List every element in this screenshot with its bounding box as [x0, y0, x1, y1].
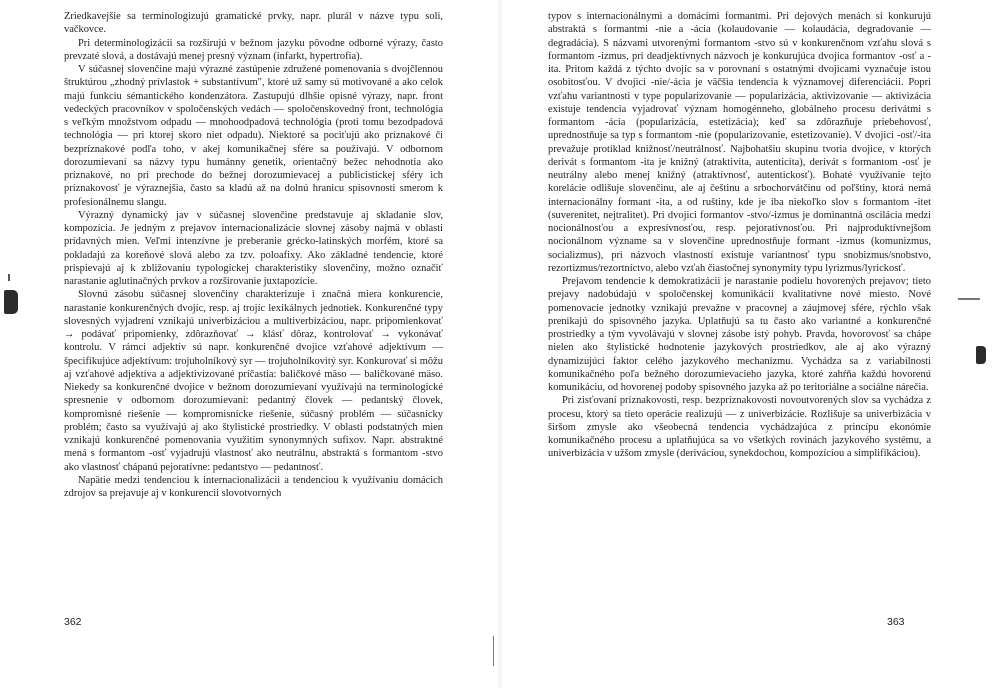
right-page [500, 0, 1000, 688]
left-paragraph-1: Zriedkavejšie sa terminologizujú gramatické prvky, napr. plurál v názve typu soli, vačkovce. [64, 11, 443, 36]
right-paragraph-2: Prejavom tendencie k demokratizácii je narastanie podielu hovorených prejavov; tieto prejavy nadobúdajú v spoločenskej komunikácii kvalitatívne nové miesto. Nové pomenovacie jednotky vznikajú prevažne v pracovnej a záujmovej sfére, rýchlo však prenikajú do spisovného jazyka. Uplatňujú sa tu často ako variantné a konkurenčné prostriedky a tým vyvolávajú v slovnej zásobe istý pohyb. Pravda, hovorovosť sa chápe nielen ako štylistické hodnotenie jazykových prostriedkov, ale aj ako výrazný dynamizujúci faktor celého jazykového mechanizmu. Vychádza sa z variabilnosti komunikačného poľa bežného dorozumievacieho jazyka, ktoré zahŕňa každú hovorenú komunikáciu, od hovorenej podoby spisovného jazyka až po teritoriálne a sociálne nárečia. [548, 276, 931, 393]
page-number-left: 362 [64, 616, 82, 628]
right-page-text [548, 10, 931, 461]
page-number-right: 363 [887, 616, 905, 628]
left-paragraph-4: Výrazný dynamický jav v súčasnej slovenčine predstavuje aj skladanie slov, kompozícia. Je jedným z prejavov internacionalizácie slovnej zásoby najmä v oblasti prídavných mien. Veľmi intenzívne je preberanie grécko-latinských morfém, ktoré sa pokladajú za koreňové slová alebo za tzv. poloafixy. Ako základné tendencie, ktoré prispievajú aj k zbližovaniu typologickej charakteristiky slovenčiny, možno označiť narastanie aglutinačných prvkov a rozširovanie juxtapozície. [64, 209, 443, 287]
left-paragraph-2: Pri determinologizácii sa rozširujú v bežnom jazyku pôvodne odborné výrazy, často prevzaté slová, a dostávajú menej presný význam (infarkt, hypertrofia). [64, 37, 443, 62]
right-paragraph-1: typov s internacionálnymi a domácimi formantmi. Pri dejových menách si konkurujú abstraktá s formantmi -nie a -ácia (kolaudovanie — kolaudácia, degradovanie — degradácia). S názvami utvorenými formantom -stvo sú v konkurenčnom vzťahu slová s formantom -izmus, pri deadjektívnych názvoch je konkurujúca dvojica formantov -osť a -ita. Pritom každá z týchto dvojíc sa v porovnaní s ostatnými dvojicami vyznačuje istou osobitosťou. V dvojici -nie/-ácia je väčšia tendencia k významovej diferenciácii. Popri vzťahu variantnosti v type popularizovanie — popularizácia, aktivizovanie — aktivizácia existuje tendencia vyjadrovať význam homogénneho, globálneho procesu derivátmi s formantom -ácia (popularizácia, estetizácia); keď sa zdôrazňuje priebehovosť, uprednostňuje sa typ s formantom -nie (popularizovanie, estetizovanie). V dvojici -osť/-ita prevažuje protiklad knižnosť/neutrálnosť. Najbohatšiu skupinu tvoria dvojice, v ktorých derivát s formantom -ita je knižný (atraktivita, autenticita), derivát s formantom -osť je neutrálny alebo menej knižný (atraktívnosť, autentickosť). Bohaté využívanie tejto korelácie odlišuje slovenčinu, ale aj češtinu a srbochorvátčinu od poľštiny, ktorá nemá internacionálny formant -ita, a od ruštiny, kde je iba niekoľko slov s formantom -itet (suverenitet, nejtralitet). Pri dvojici formantov -stvo/-izmus je dominantná oscilácia medzi nocionálnosťou a expresívnosťou, resp. pejoratívnosťou. Pri najproduktívnejšom nocionálnom význame sa v slovenčine uprednostňuje formant -izmus (komunizmus, socializmus), pri názvoch vlastností existuje variantnosť typu snobizmus/snobstvo, rezortizmus/rezortníctvo, alebo vzťah čiastočnej synonymity typu lyrizmus/lyrickosť. [548, 11, 931, 274]
left-paragraph-5: Slovnú zásobu súčasnej slovenčiny charakterizuje i značná miera konkurencie, narastanie konkurenčných dvojíc, resp. aj trojíc lexikálnych jednotiek. Konkurenčné typy slovesných vyjadrení vznikajú univerbizáciou a multiverbizáciou, napr. pripomienkovať → podávať pripomienky, zdôrazňovať → klásť dôraz, kontrolovať → vykonávať kontrolu. V rámci adjektív sú napr. konkurenčné dvojice vzťahové adjektívum — špecifikujúce adjektívum: trojuholníkový syr — trojuholníkovitý syr. Konkurovať si môžu aj vzťahové adjektíva a adjektivizované príčastia: baličkové mäso — baličkované mäso. Niekedy sa konkurenčné dvojice v bežnom dorozumievaní využívajú na terminologické spresnenie v odbornom dorozumievaní: pedantný človek — pedantský človek, kompromisné riešenie — kompromisnícke riešenie, súčasný problém — súčasnícky problém; často sa využívajú aj ako štylistické prostriedky. V oblasti podstatných mien vznikajú konkurenčné pomenovania využitím synonymných sufixov. Napr. abstraktné mená s formantom -osť vyjadrujú vlastnosť ako neutrálnu, abstraktá s formantom -stvo ako vlastnosť chápanú pejoratívne: pedantstvo — pedantnosť. [64, 289, 443, 473]
right-paragraph-3: Pri zisťovaní príznakovosti, resp. bezpríznakovosti novoutvorených slov sa vychádza z procesu, ktorý sa tieto operácie realizujú — z univerbizácie. Rozlišuje sa univerbizácia v širšom zmysle ako všeobecná tendencia vychádzajúca z princípu ekonómie komunikačného procesu a uplatňujúca sa vo všetkých rovinách jazykového systému, a univerbizácia v užšom zmysle (deriváciou, synekdochou, kompozíciou a simplifikáciou). [548, 395, 931, 460]
left-page-text [64, 10, 443, 500]
left-paragraph-3: V súčasnej slovenčine majú výrazné zastúpenie združené pomenovania s dvojčlennou štruktúrou „zhodný prívlastok + substantívum", ktoré už samy sú motivované a ako celok majú funkciu sémantického kondenzátora. Zastupujú dlhšie opisné výrazy, napr. front vedeckých pracovníkov v spoločenských vedách — spoločenskovedný front, technológia s veľkým množstvom odpadu — mnohoodpadová technológia (proti tomu bezodpadová technológia — pri ktorej skoro niet odpadu). Niektoré sa pociťujú ako príznakové či bezpríznakové podľa toho, v akej komunikačnej sfére sa používajú. V odbornom dorozumievaní sa názvy typu humánny genetik, orientačný bežec nehodnotia ako príznakové, no pri prechode do bežnej dorozumievacej a publicistickej sféry ich príznakovosť je výraznejšia, často sa kladú až na dolnú hranicu spisovnosti smerom k profesionálnemu slangu. [64, 64, 443, 208]
left-paragraph-6: Napätie medzi tendenciou k internacionalizácii a tendenciou k využívaniu domácich zdrojov sa prejavuje aj v konkurencii slovotvorných [64, 474, 443, 499]
